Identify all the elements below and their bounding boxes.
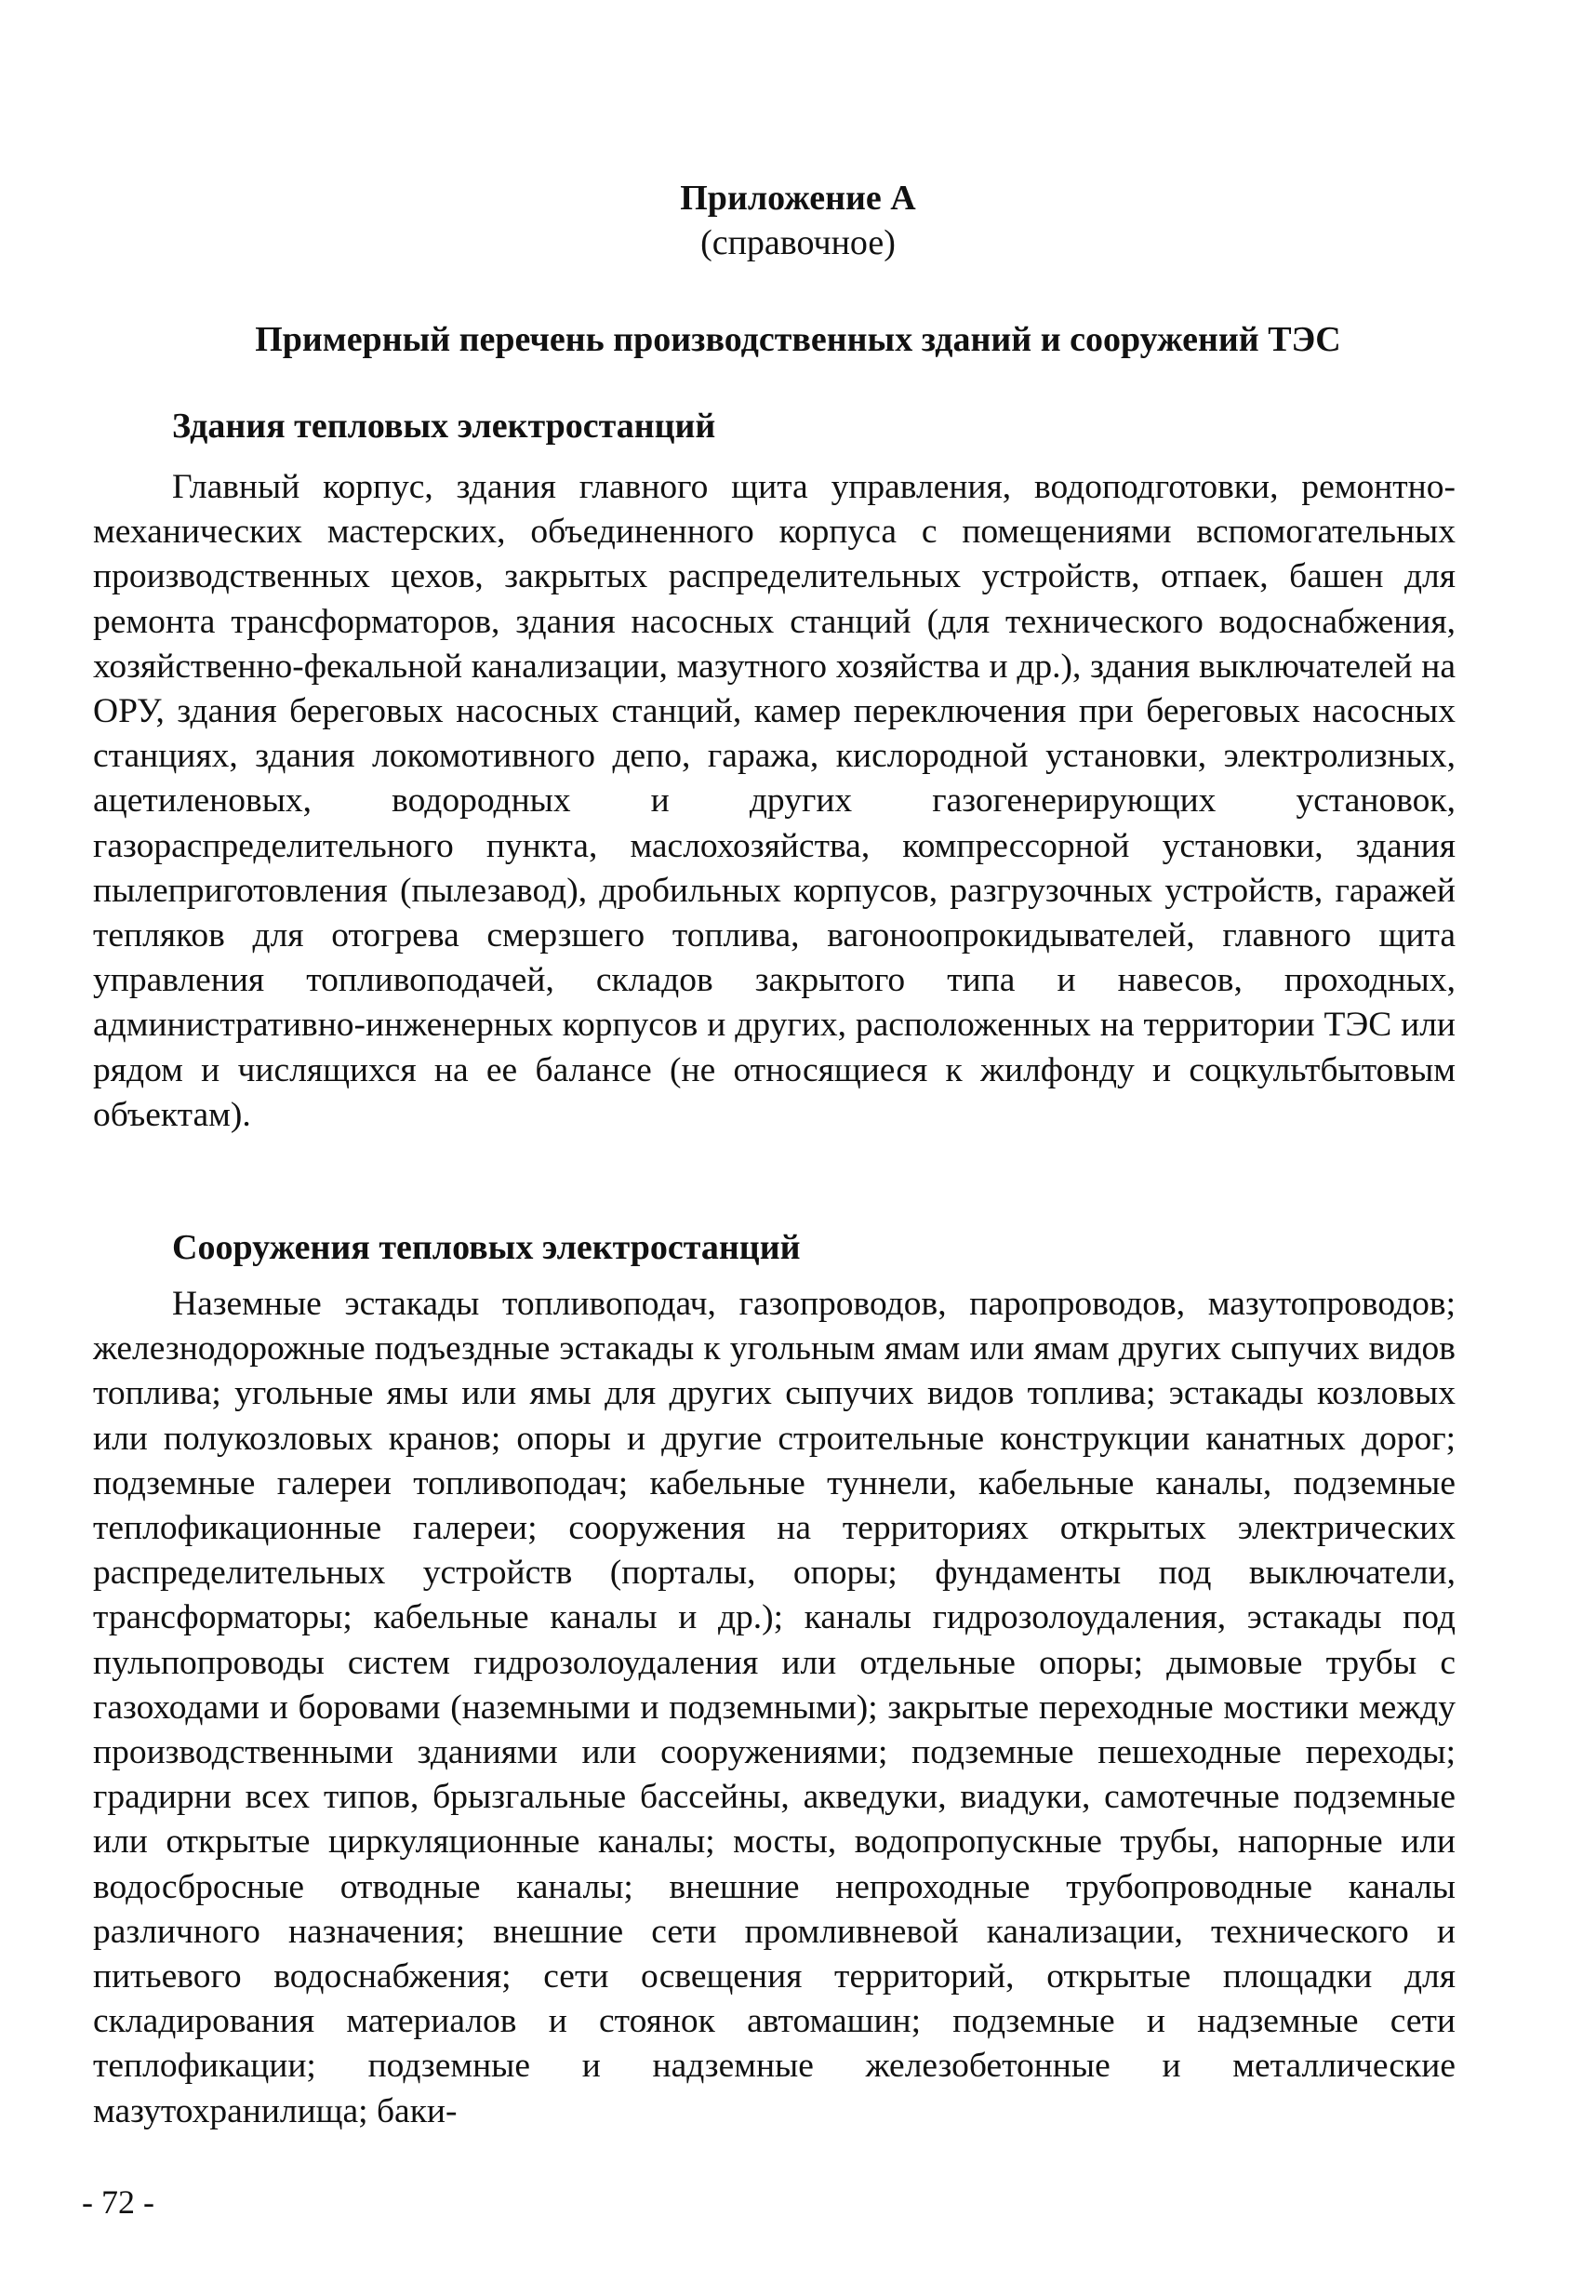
section-text-structures: Наземные эстакады топливоподач, газопроводов, паропроводов, мазутопроводов; железнодорожные подъездные эстакады к угольным ямам или ямам других сыпучих видов топлива; угольные ямы или ямы для других сыпучих видов топлива; эстакады козловых или полукозловых кранов; опоры и другие строительные конструкции канатных дорог; подземные галереи топливоподач; кабельные туннели, кабельные каналы, подземные теплофикационные галереи; сооружения на территориях открытых электрических распределительных устройств (порталы, опоры; фундаменты под выключатели, трансформаторы; кабельные каналы и др.); каналы гидрозолоудаления, эстакады под пульпопроводы систем гидрозолоудаления или отдельные опоры; дымовые трубы с газоходами и боровами (наземными и подземными); закрытые переходные мостики между производственными зданиями или сооружениями; подземные пешеходные переходы; градирни всех типов, брызгальные бассейны, акведуки, виадуки, самотечные подземные или открытые циркуляционные каналы; мосты, водопропускные трубы, напорные или водосбросные отводные каналы; внешние непроходные трубопроводные каналы различного назначения; внешние сети промливневой канализации, технического и питьевого водоснабжения; сети освещения территорий, открытые площадки для складирования материалов и стоянок автомашин; подземные и надземные сети теплофикации; подземные и надземные железобетонные и металлические мазутохранилища; баки- [93, 1285, 1456, 2130]
section-heading-buildings: Здания тепловых электростанций [172, 407, 716, 446]
page-number: - 72 - [82, 2183, 154, 2221]
document-title: Примерный перечень производственных зданий и сооружений ТЭС [255, 320, 1341, 359]
annex-subtitle: (справочное) [700, 223, 896, 262]
section-heading-structures: Сооружения тепловых электростанций [172, 1228, 801, 1267]
annex-title: Приложение А [680, 179, 916, 218]
section-text-buildings: Главный корпус, здания главного щита управления, водоподготовки, ремонтно-механических мастерских, объединенного корпуса с помещениями вспомогательных производственных цехов, закрытых распределительных устройств, отпаек, башен для ремонта трансформаторов, здания насосных станций (для технического водоснабжения, хозяйственно-фекальной канализации, мазутного хозяйства и др.), здания выключателей на ОРУ, здания береговых насосных станций, камер переключения при береговых насосных станциях, здания локомотивного депо, гаража, кислородной установки, электролизных, ацетиленовых, водородных и других газогенерирующих установок, газораспределительного пункта, маслохозяйства, компрессорной установки, здания пылеприготовления (пылезавод), дробильных корпусов, разгрузочных устройств, гаражей тепляков для отогрева смерзшего топлива, вагоноопрокидывателей, главного щита управления топливоподачей, складов закрытого типа и навесов, проходных, административно-инженерных корпусов и других, расположенных на территории ТЭС или рядом и числящихся на ее балансе (не относящиеся к жилфонду и соцкультбытовым объектам). [93, 468, 1456, 1134]
